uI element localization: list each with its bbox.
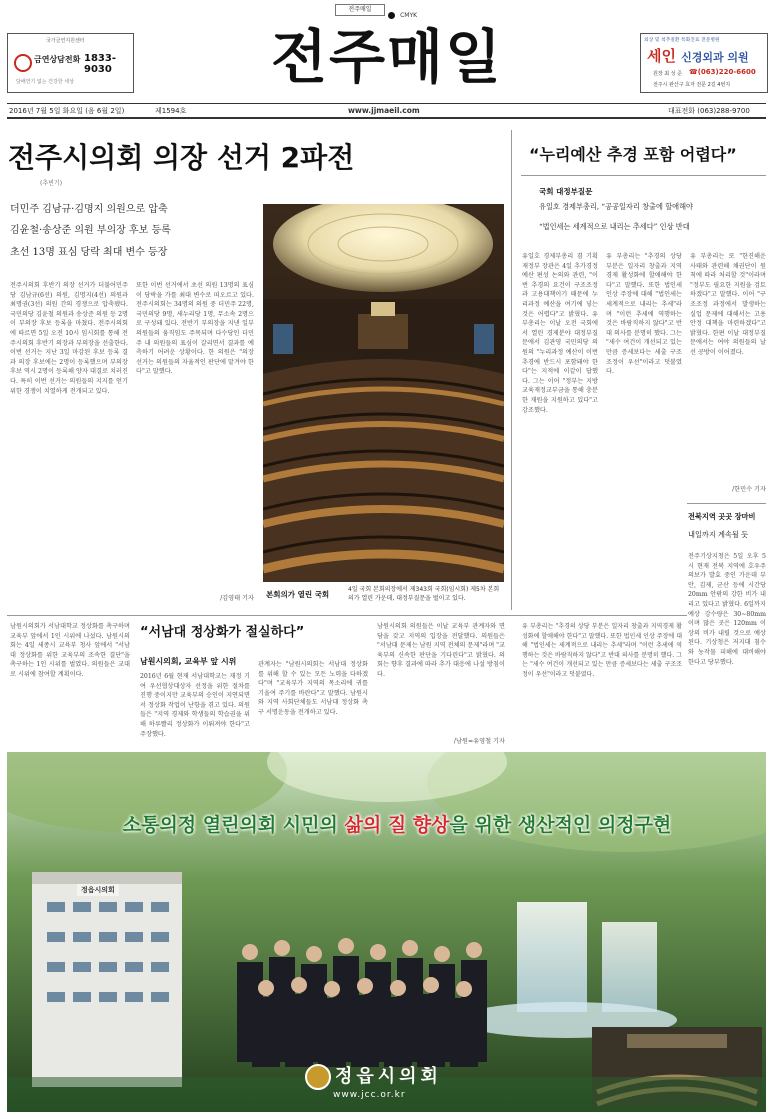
masthead-rule-bottom [7, 117, 766, 119]
assembly-photo [263, 204, 504, 582]
weather-subhead: 내일까지 계속될 듯 [688, 530, 749, 539]
lead-body-col-1: 전주시의회 후반기 의장 선거가 더불어민주당 김남규(6선) 의원, 김명지(4선) 의원과 최명권(3선) 의원 간의 경쟁으로 압축됐다. 국민의당 김윤철 의원과 송상준 의원 등 2명이 부의장 후보 등록을 마쳤다. 전주시의회에 따르면 5일 오전 10시 임시회를 통해 전주시의회 후반기 의장과 부의장을 선출한다. 이번 선거는 지난 3일 마감된 후보 등록 결과 의장 후보에는 2명이 등록했으며 부의장 후보 역시 2명이 등록해 양자 대결로 치러진다. 특히 이번 선거는 의원들의 지지를 얻기 위한 경쟁이 치열하게 전개되고 있다. [10, 282, 128, 395]
edition-tag: 전주매일 [335, 4, 385, 16]
website-link[interactable]: www.jjmaeil.com [348, 106, 420, 115]
ad-quitline-note: 담배연기 없는 건강한 세상 [16, 79, 74, 85]
council-name: 정읍시의회 [335, 1066, 442, 1087]
lower-body-col-1: 남원시의회가 서남대학교 정상화를 촉구하며 교육부 앞에서 1인 시위에 나섰다. 남원시의회는 4일 세종시 교육부 청사 앞에서 "서남대 정상화를 위한 교육부의 조속한 결단"을 촉구하는 1인 시위를 벌였다. 의원들은 교대로 시위에 참여할 계획이다. [10, 623, 130, 678]
right-headline-rule [521, 175, 766, 176]
photo-label: 본회의가 열린 국회 [266, 590, 330, 599]
lead-byline: (추빈기) [40, 180, 63, 187]
building-sign: 정읍시의회 [77, 884, 119, 896]
slogan-post: 을 위한 생산적인 의정구현 [449, 814, 672, 836]
issue-number: 제1594호 [155, 107, 187, 115]
right-kicker: 국회 대정부질문 [539, 187, 593, 196]
photo-caption: 4일 국회 본회의장에서 제343회 국회(임시회) 제5차 본회의가 열린 가운데, 대정부질문을 벌이고 있다. [348, 586, 500, 602]
date-line: 2016년 7월 5일 화요일 (음 6월 2일) [9, 107, 125, 115]
ad-sein-tel: ☎(063)220-6600 [689, 68, 756, 76]
ad-quitline-number: 1833-9030 [84, 53, 116, 75]
lead-body-col-2: 또한 이번 선거에서 초선 의원 13명의 표심이 당락을 가를 최대 변수로 떠오르고 있다. 전주시의회는 34명의 의원 중 더민주 22명, 국민의당 9명, 새누리당 1명, 무소속 2명으로 구성돼 있다. 전반기 부의장을 지낸 일부 의원들의 움직임도 주목되며 다수당인 더민주 내 의원들의 표심이 갈리면서 결과를 예측하기 어려운 상황이다. 한 의원은 "의장 선거는 의원들의 자율적인 판단에 맡겨야 한다"고 말했다. [136, 282, 254, 376]
ad-sein-address: 전주시 완산구 효자 전문 2길 4번지 [653, 82, 731, 88]
ad-quitline-label: 금연상담전화 [34, 55, 81, 64]
ad-sein-doctor: 원장 최 성 준 [653, 71, 682, 77]
lower-credit: /남원=유영철 기자 [453, 738, 505, 745]
council-emblem-icon [305, 1064, 331, 1090]
right-subhead-1: 유일호 경제부총리, “공공일자리 창출에 할애해야 [539, 202, 693, 211]
council-ad[interactable] [7, 752, 766, 1112]
lower-headline: “서남대 정상화가 절실하다” [140, 625, 305, 640]
right-body-col-3: 유 부총리는 또 "한진해운 사태와 관련해 채권단이 원칙에 따라 처리할 것"이라며 "정부도 필요한 지원을 검토하겠다"고 말했다. 이어 "구조조정 과정에서 발생하는 실업 문제에 대해서는 고용 안정 대책을 마련하겠다"고 밝혔다. 한편 이날 대정부질문에서는 여야 의원들의 날 선 공방이 이어졌다. [690, 253, 766, 356]
masthead-rule-top [7, 103, 766, 104]
column-divider [511, 130, 512, 610]
color-registration-marks [388, 5, 458, 19]
council-ad-art [7, 752, 766, 1112]
right-credit: /한민수 기자 [732, 486, 766, 493]
weather-headline: 전북지역 곳곳 장마비 [688, 512, 756, 521]
council-url[interactable]: www.jcc.or.kr [333, 1090, 406, 1100]
right-subhead-2: “법인세는 세계적으로 내리는 추세다” 인상 반대 [539, 222, 690, 231]
lead-subhead-3: 초선 13명 표심 당락 최대 변수 등장 [10, 247, 168, 258]
weather-rule [687, 503, 766, 504]
assembly-photo-art [263, 204, 504, 582]
ad-sein-clinic[interactable] [640, 33, 768, 93]
cmyk-label: CMYK [400, 12, 418, 19]
lead-subhead-1: 더민주 김남규·김명지 의원으로 압축 [10, 204, 168, 215]
slogan-mid: 삶의 질 향상 [344, 814, 450, 836]
council-slogan [77, 810, 717, 837]
right-body-col-2: 유 부총리는 "추경의 상당 부분은 일자리 창출과 지역경제 활성화에 할애해야 한다"고 말했다. 또한 법인세 인상 주장에 대해 "법인세는 세계적으로 내리는 추세"라며 "이런 추세에 역행하는 것은 바람직하지 않다"고 반대 의사를 분명히 했다. 그는 "세수 여건이 개선되고 있는 만큼 증세보다는 세출 구조조정이 우선"이라고 덧붙였다. [606, 253, 682, 376]
masthead-title: 전주매일 [270, 23, 504, 91]
lower-body-col-2: 2016년 6월 현재 서남대학교는 재정 기여 우선협상대상자 선정을 위한 절차를 진행 중이지만 교육부의 승인이 지연되면서 정상화 작업이 난항을 겪고 있다. 의원들은 "지역 경제와 학생들의 학습권을 위해 하루빨리 정상화가 이뤄져야 한다"고 주장했다. [140, 673, 250, 738]
ad-sein-brand: 세인 [647, 47, 676, 65]
slogan-pre: 소통의정 열린의회 시민의 [122, 814, 345, 836]
ad-sein-tagline: 외상 및 척추질환 특화진료 전문병원 [644, 38, 720, 43]
ad-sein-dept: 신경외과 의원 [681, 51, 749, 64]
right-headline: “누리예산 추경 포함 어렵다” [529, 145, 737, 164]
ad-quitline-org: 국가금연지원센터 [46, 38, 85, 44]
lower-body-col-4: 남원시의회 의원들은 이날 교육부 관계자와 면담을 갖고 지역의 입장을 전달했다. 의원들은 "서남대 문제는 남원 지역 전체의 문제"라며 "교육부의 신속한 판단을 기다린다"고 밝혔다. 의회는 향후 결과에 따라 추가 대응에 나설 방침이다. [377, 623, 505, 678]
lower-body-col-3: 관계자는 "남원시의회는 서남대 정상화를 위해 할 수 있는 모든 노력을 다하겠다"며 "교육부가 지역의 목소리에 귀를 기울여 주기를 바란다"고 말했다. 남원시와 지역 사회단체들도 서남대 정상화 촉구 서명운동을 전개하고 있다. [258, 661, 368, 716]
lead-subhead-2: 김윤철·송상준 의원 부의장 후보 등록 [10, 225, 171, 236]
right-body-col-1: 유일호 경제부총리 겸 기획재정부 장관은 4일 추가경정예산 편성 논의와 관련, "이번 추경의 요건이 구조조정과 고용대책이기 때문에 누리과정 예산을 여기에 넣는 것은 어렵다"고 밝혔다. 유 부총리는 이날 오전 국회에서 열린 경제분야 대정부질문에서 김관영 국민의당 의원의 "누리과정 예산이 이번 추경에 반드시 포함돼야 한다"는 지적에 이같이 답했다. 그는 이어 "정부는 지방교육재정교부금을 통해 충분한 재원을 지원하고 있다"고 강조했다. [522, 253, 598, 414]
lower-right-col: 유 부총리는 "추경의 상당 부분은 일자리 창출과 지역경제 활성화에 할애해야 한다"고 말했다. 또한 법인세 인상 주장에 대해 "법인세는 세계적으로 내리는 추세"라며 "이런 추세에 역행하는 것은 바람직하지 않다"고 반대 의사를 분명히 했다. 그는 "세수 여건이 개선되고 있는 만큼 증세보다는 세출 구조조정이 우선"이라고 덧붙였다. [522, 623, 682, 678]
phone-number: 대표전화 (063)288-9700 [668, 107, 750, 115]
section-rule [7, 615, 687, 616]
lead-headline: 전주시의회 의장 선거 2파전 [8, 141, 355, 174]
lead-credit: /김영태 기자 [220, 595, 254, 602]
no-smoking-icon [14, 54, 32, 72]
weather-body: 전주기상지청은 5일 오후 5시 현재 전북 지역에 호우주의보가 발효 중인 가운데 부안, 김제, 군산 등에 시간당 20mm 안팎의 강한 비가 내리고 있다고 밝혔다. 6일까지 예상 강수량은 30~80mm이며 많은 곳은 120mm 이상의 비가 내릴 것으로 예상된다. 기상청은 저지대 침수와 농작물 피해에 대비해야 한다고 당부했다. [688, 553, 766, 666]
ad-quitline[interactable] [7, 33, 134, 93]
lower-kicker: 남원시의회, 교육부 앞 시위 [140, 657, 237, 666]
